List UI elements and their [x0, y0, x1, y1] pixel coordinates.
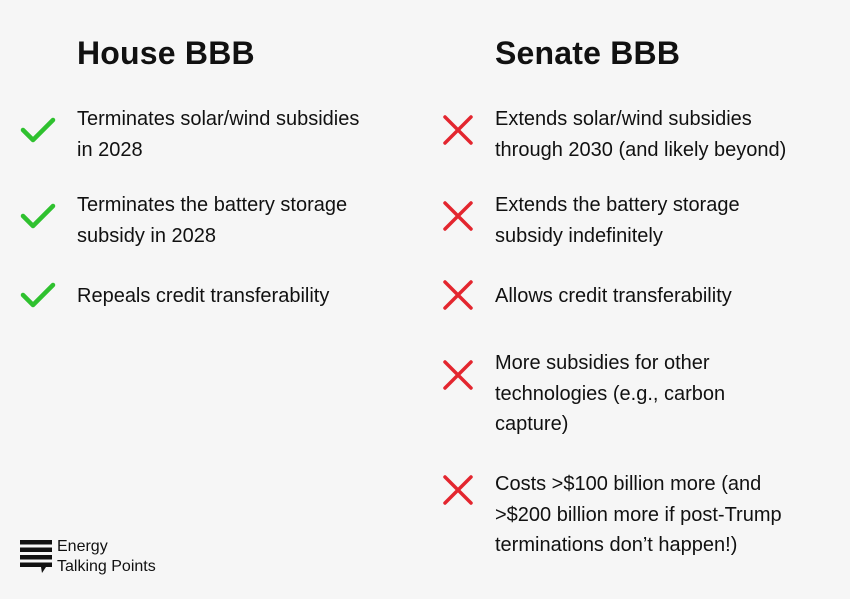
- senate-item-2-line-2: subsidy indefinitely: [495, 224, 663, 247]
- senate-item-3-line-1: Allows credit transferability: [495, 285, 732, 307]
- house-item-1-line-2: in 2028: [77, 138, 143, 161]
- house-column-title: House BBB: [77, 35, 255, 71]
- cross-icon: [440, 357, 476, 393]
- senate-item-1-line-1: Extends solar/wind subsidies: [495, 108, 752, 130]
- house-item-1-text: [77, 104, 359, 165]
- senate-item-4-line-1: More subsidies for other: [495, 352, 710, 374]
- senate-item-2-line-1: Extends the battery storage: [495, 194, 740, 216]
- senate-item-4-line-3: capture): [495, 413, 569, 435]
- checkmark-icon: [20, 277, 56, 313]
- senate-item-4-text: [495, 348, 725, 440]
- house-item-2-text: [77, 190, 347, 251]
- cross-icon: [440, 277, 476, 313]
- senate-item-1-text: [495, 104, 786, 165]
- senate-item-5-line-1: Costs >$100 billion more (and: [495, 473, 762, 495]
- logo-line-1: Energy: [57, 538, 108, 555]
- logo-text: [57, 537, 156, 577]
- checkmark-icon: [20, 198, 56, 234]
- senate-item-3-text: [495, 281, 732, 312]
- logo-line-2: Talking Points: [57, 558, 156, 575]
- house-item-1-line-1: Terminates solar/wind subsidies: [77, 108, 360, 130]
- energy-talking-points-logo: [20, 537, 180, 577]
- house-item-2-line-1: Terminates the battery storage: [77, 194, 348, 216]
- cross-icon: [440, 472, 476, 508]
- house-item-3-line-1: Repeals credit transferability: [77, 285, 330, 307]
- senate-column-title: Senate BBB: [495, 35, 681, 71]
- senate-item-5-line-2: >$200 billion more if post-Trump: [495, 503, 782, 526]
- cross-icon: [440, 112, 476, 148]
- senate-item-4-line-2: technologies (e.g., carbon: [495, 382, 726, 405]
- senate-item-2-text: [495, 190, 740, 251]
- cross-icon: [440, 198, 476, 234]
- house-item-3-text: [77, 281, 329, 312]
- senate-item-1-line-2: through 2030 (and likely beyond): [495, 138, 787, 161]
- senate-item-5-line-3: terminations don’t happen!): [495, 534, 738, 556]
- checkmark-icon: [20, 112, 56, 148]
- stacked-bars-logo-icon: [20, 540, 52, 574]
- house-item-2-line-2: subsidy in 2028: [77, 224, 216, 247]
- senate-item-5-text: [495, 469, 782, 561]
